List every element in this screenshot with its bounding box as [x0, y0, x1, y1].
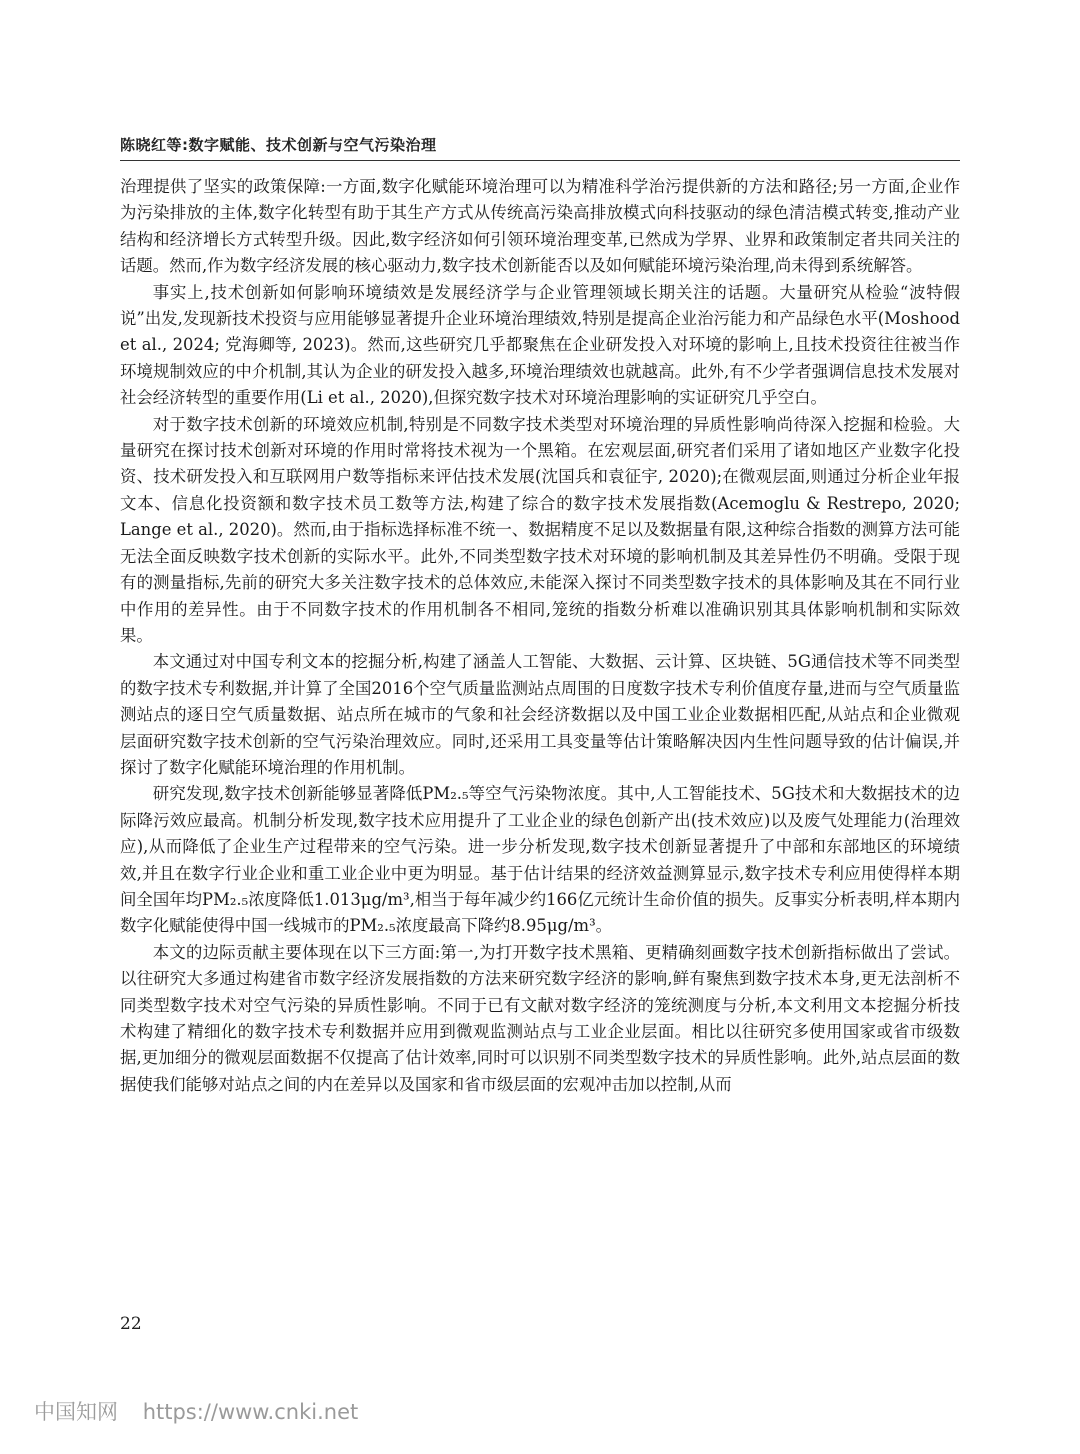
page-number: 22: [120, 1314, 142, 1334]
watermark-url[interactable]: https://www.cnki.net: [142, 1400, 359, 1424]
paragraph-2: 事实上,技术创新如何影响环境绩效是发展经济学与企业管理领域长期关注的话题。大量研究从检验“波特假说”出发,发现新技术投资与应用能够显著提升企业环境治理绩效,特别是提高企业治污能力和产品绿色水平(Moshood et al., 2024; 党海卿等, 2023)。然而,这些研究几乎都聚焦在企业研发投入对环境的影响上,且技术投资往往被当作环境规制效应的中介机制,其认为企业的研发投入越多,环境治理绩效也就越高。此外,有不少学者强调信息技术发展对社会经济转型的重要作用(Li et al., 2020),但探究数字技术对环境治理影响的实证研究几乎空白。: [120, 282, 960, 408]
header-rule: [120, 160, 960, 161]
watermark-brand: 中国知网: [34, 1400, 118, 1424]
paragraph-3: 对于数字技术创新的环境效应机制,特别是不同数字技术类型对环境治理的异质性影响尚待深入挖掘和检验。大量研究在探讨技术创新对环境的作用时常将技术视为一个黑箱。在宏观层面,研究者们采用了诸如地区产业数字化投资、技术研发投入和互联网用户数等指标来评估技术发展(沈国兵和袁征宇, 2020);在微观层面,则通过分析企业年报文本、信息化投资额和数字技术员工数等方法,构建了综合的数字技术发展指数(Acemoglu & Restrepo, 2020; Lange et al., 2020)。然而,由于指标选择标准不统一、数据精度不足以及数据量有限,这种综合指数的测算方法可能无法全面反映数字技术创新的实际水平。此外,不同类型数字技术对环境的影响机制及其差异性仍不明确。受限于现有的测量指标,先前的研究大多关注数字技术的总体效应,未能深入探讨不同类型数字技术的具体影响及其在不同行业中作用的差异性。由于不同数字技术的作用机制各不相同,笼统的指数分析难以准确识别其具体影响机制和实际效果。: [120, 414, 961, 645]
running-head: 陈晓红等:数字赋能、技术创新与空气污染治理: [120, 136, 437, 154]
article-body: [120, 174, 960, 1098]
paragraph-6: 本文的边际贡献主要体现在以下三方面:第一,为打开数字技术黑箱、更精确刻画数字技术创新指标做出了尝试。以往研究大多通过构建省市数字经济发展指数的方法来研究数字经济的影响,鲜有聚焦到数字技术本身,更无法剖析不同类型数字技术对空气污染的异质性影响。不同于已有文献对数字经济的笼统测度与分析,本文利用文本挖掘分析技术构建了精细化的数字技术专利数据并应用到微观监测站点与工业企业层面。相比以往研究多使用国家或省市级数据,更加细分的微观层面数据不仅提高了估计效率,同时可以识别不同类型数字技术的异质性影响。此外,站点层面的数据使我们能够对站点之间的内在差异以及国家和省市级层面的宏观冲击加以控制,从而: [120, 942, 960, 1094]
cnki-watermark: [34, 1396, 358, 1426]
paragraph-5: 研究发现,数字技术创新能够显著降低PM₂.₅等空气污染物浓度。其中,人工智能技术、5G技术和大数据技术的边际降污效应最高。机制分析发现,数字技术应用提升了工业企业的绿色创新产出(技术效应)以及废气处理能力(治理效应),从而降低了企业生产过程带来的空气污染。进一步分析发现,数字技术创新显著提升了中部和东部地区的环境绩效,并且在数字行业企业和重工业企业中更为明显。基于估计结果的经济效益测算显示,数字技术专利应用使得样本期间全国年均PM₂.₅浓度降低1.013μg/m³,相当于每年减少约166亿元统计生命价值的损失。反事实分析表明,样本期内数字化赋能使得中国一线城市的PM₂.₅浓度最高下降约8.95μg/m³。: [120, 784, 960, 936]
paragraph-4: 本文通过对中国专利文本的挖掘分析,构建了涵盖人工智能、大数据、云计算、区块链、5G通信技术等不同类型的数字技术专利数据,并计算了全国2016个空气质量监测站点周围的日度数字技术专利价值度存量,进而与空气质量监测站点的逐日空气质量数据、站点所在城市的气象和社会经济数据以及中国工业企业数据相匹配,从站点和企业微观层面研究数字技术创新的空气污染治理效应。同时,还采用工具变量等估计策略解决因内生性问题导致的估计偏误,并探讨了数字化赋能环境治理的作用机制。: [120, 652, 960, 777]
paragraph-1: 治理提供了坚实的政策保障:一方面,数字化赋能环境治理可以为精准科学治污提供新的方法和路径;另一方面,企业作为污染排放的主体,数字化转型有助于其生产方式从传统高污染高排放模式向科技驱动的绿色清洁模式转变,推动产业结构和经济增长方式转型升级。因此,数字经济如何引领环境治理变革,已然成为学界、业界和政策制定者共同关注的话题。然而,作为数字经济发展的核心驱动力,数字技术创新能否以及如何赋能环境污染治理,尚未得到系统解答。: [120, 177, 960, 276]
